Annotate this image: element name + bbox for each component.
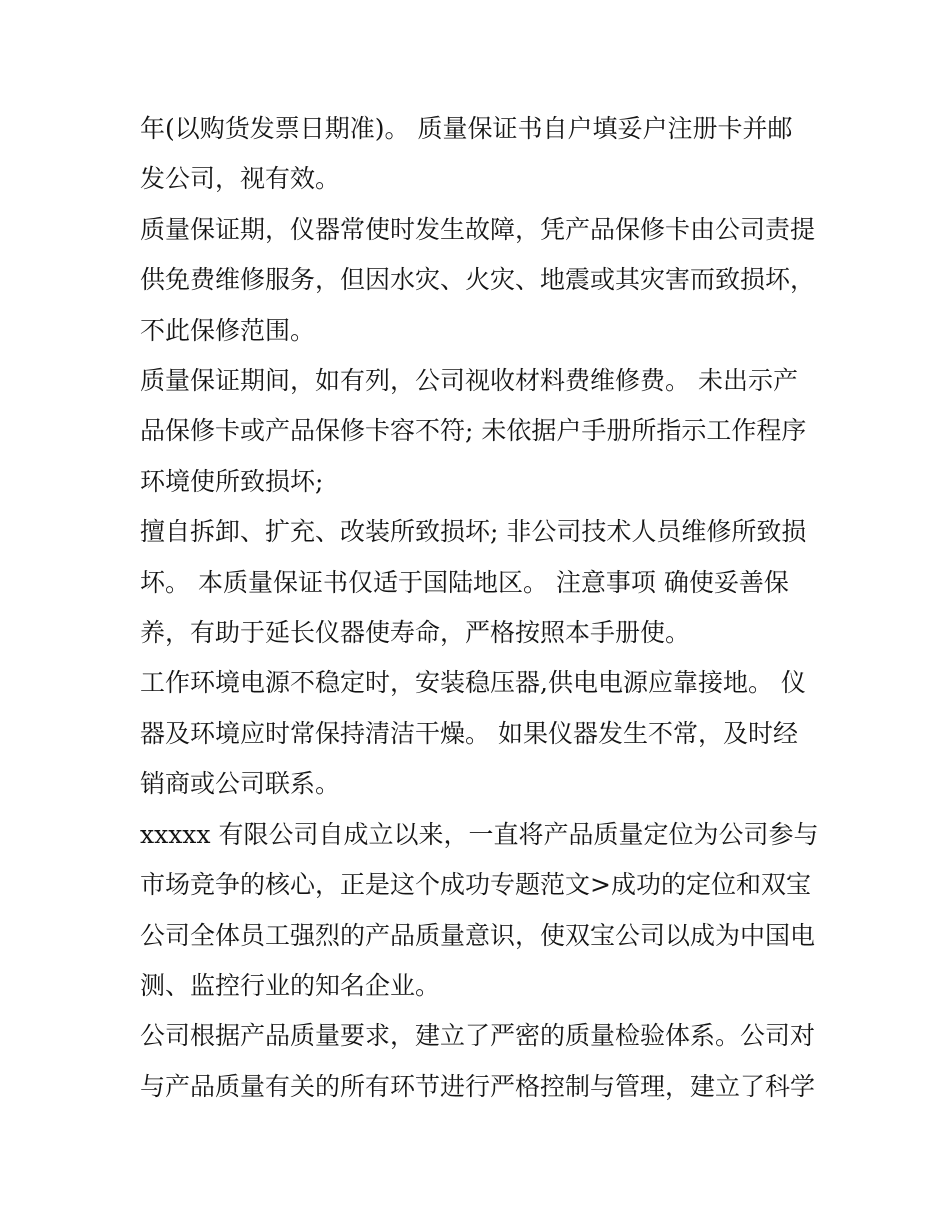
text-line: 擅自拆卸、扩充、改装所致损坏; 非公司技术人员维修所致损 [140, 517, 807, 547]
text-line: 环境使所致损坏; [140, 466, 324, 496]
text-line: 质量保证期间，如有列，公司视收材料费维修费。 未出示产 [140, 366, 798, 396]
text-line: 不此保修范围。 [140, 315, 316, 345]
paragraph-free-repair [140, 205, 820, 356]
document-body [140, 104, 820, 1112]
text-line: 品保修卡或产品保修卡容不符; 未依据户手册所指示工作程序 [140, 416, 807, 446]
paragraph-warranty-period [140, 104, 820, 205]
text-line: 器及环境应时常保持清洁干燥。 如果仪器发生不常，及时经 [140, 718, 798, 748]
paragraph-charged-repair [140, 356, 820, 507]
paragraph-company-intro [140, 810, 820, 1012]
text-line: 销商或公司联系。 [140, 769, 341, 799]
text-line: xxxxx 有限公司自成立以来，一直将产品质量定位为公司参与 [140, 819, 819, 849]
text-line: 供免费维修服务，但因水灾、火灾、地震或其灾害而致损坏， [140, 265, 816, 295]
text-line: 质量保证期，仪器常使时发生故障，凭产品保修卡由公司责提 [140, 214, 816, 244]
text-line: 市场竞争的核心，正是这个成功专题范文>成功的定位和双宝 [140, 870, 811, 900]
text-line: 工作环境电源不稳定时，安装稳压器,供电电源应靠接地。 仪 [140, 668, 806, 698]
text-line: 坏。 本质量保证书仅适于国陆地区。 注意事项 确使妥善保 [140, 567, 789, 597]
text-line: 发公司，视有效。 [140, 164, 341, 194]
paragraph-precautions [140, 658, 820, 809]
text-line: 与产品质量有关的所有环节进行严格控制与管理，建立了科学 [140, 1071, 816, 1101]
text-line: 测、监控行业的知名企业。 [140, 970, 441, 1000]
text-line: 养，有助于延长仪器使寿命，严格按照本手册使。 [140, 618, 691, 648]
paragraph-quality-system [140, 1011, 820, 1112]
text-line: 公司全体员工强烈的产品质量意识，使双宝公司以成为中国电 [140, 920, 816, 950]
paragraph-exclusions [140, 507, 820, 658]
text-line: 公司根据产品质量要求，建立了严密的质量检验体系。公司对 [140, 1021, 816, 1051]
text-line: 年(以购货发票日期准)。 质量保证书自户填妥户注册卡并邮 [140, 114, 793, 143]
